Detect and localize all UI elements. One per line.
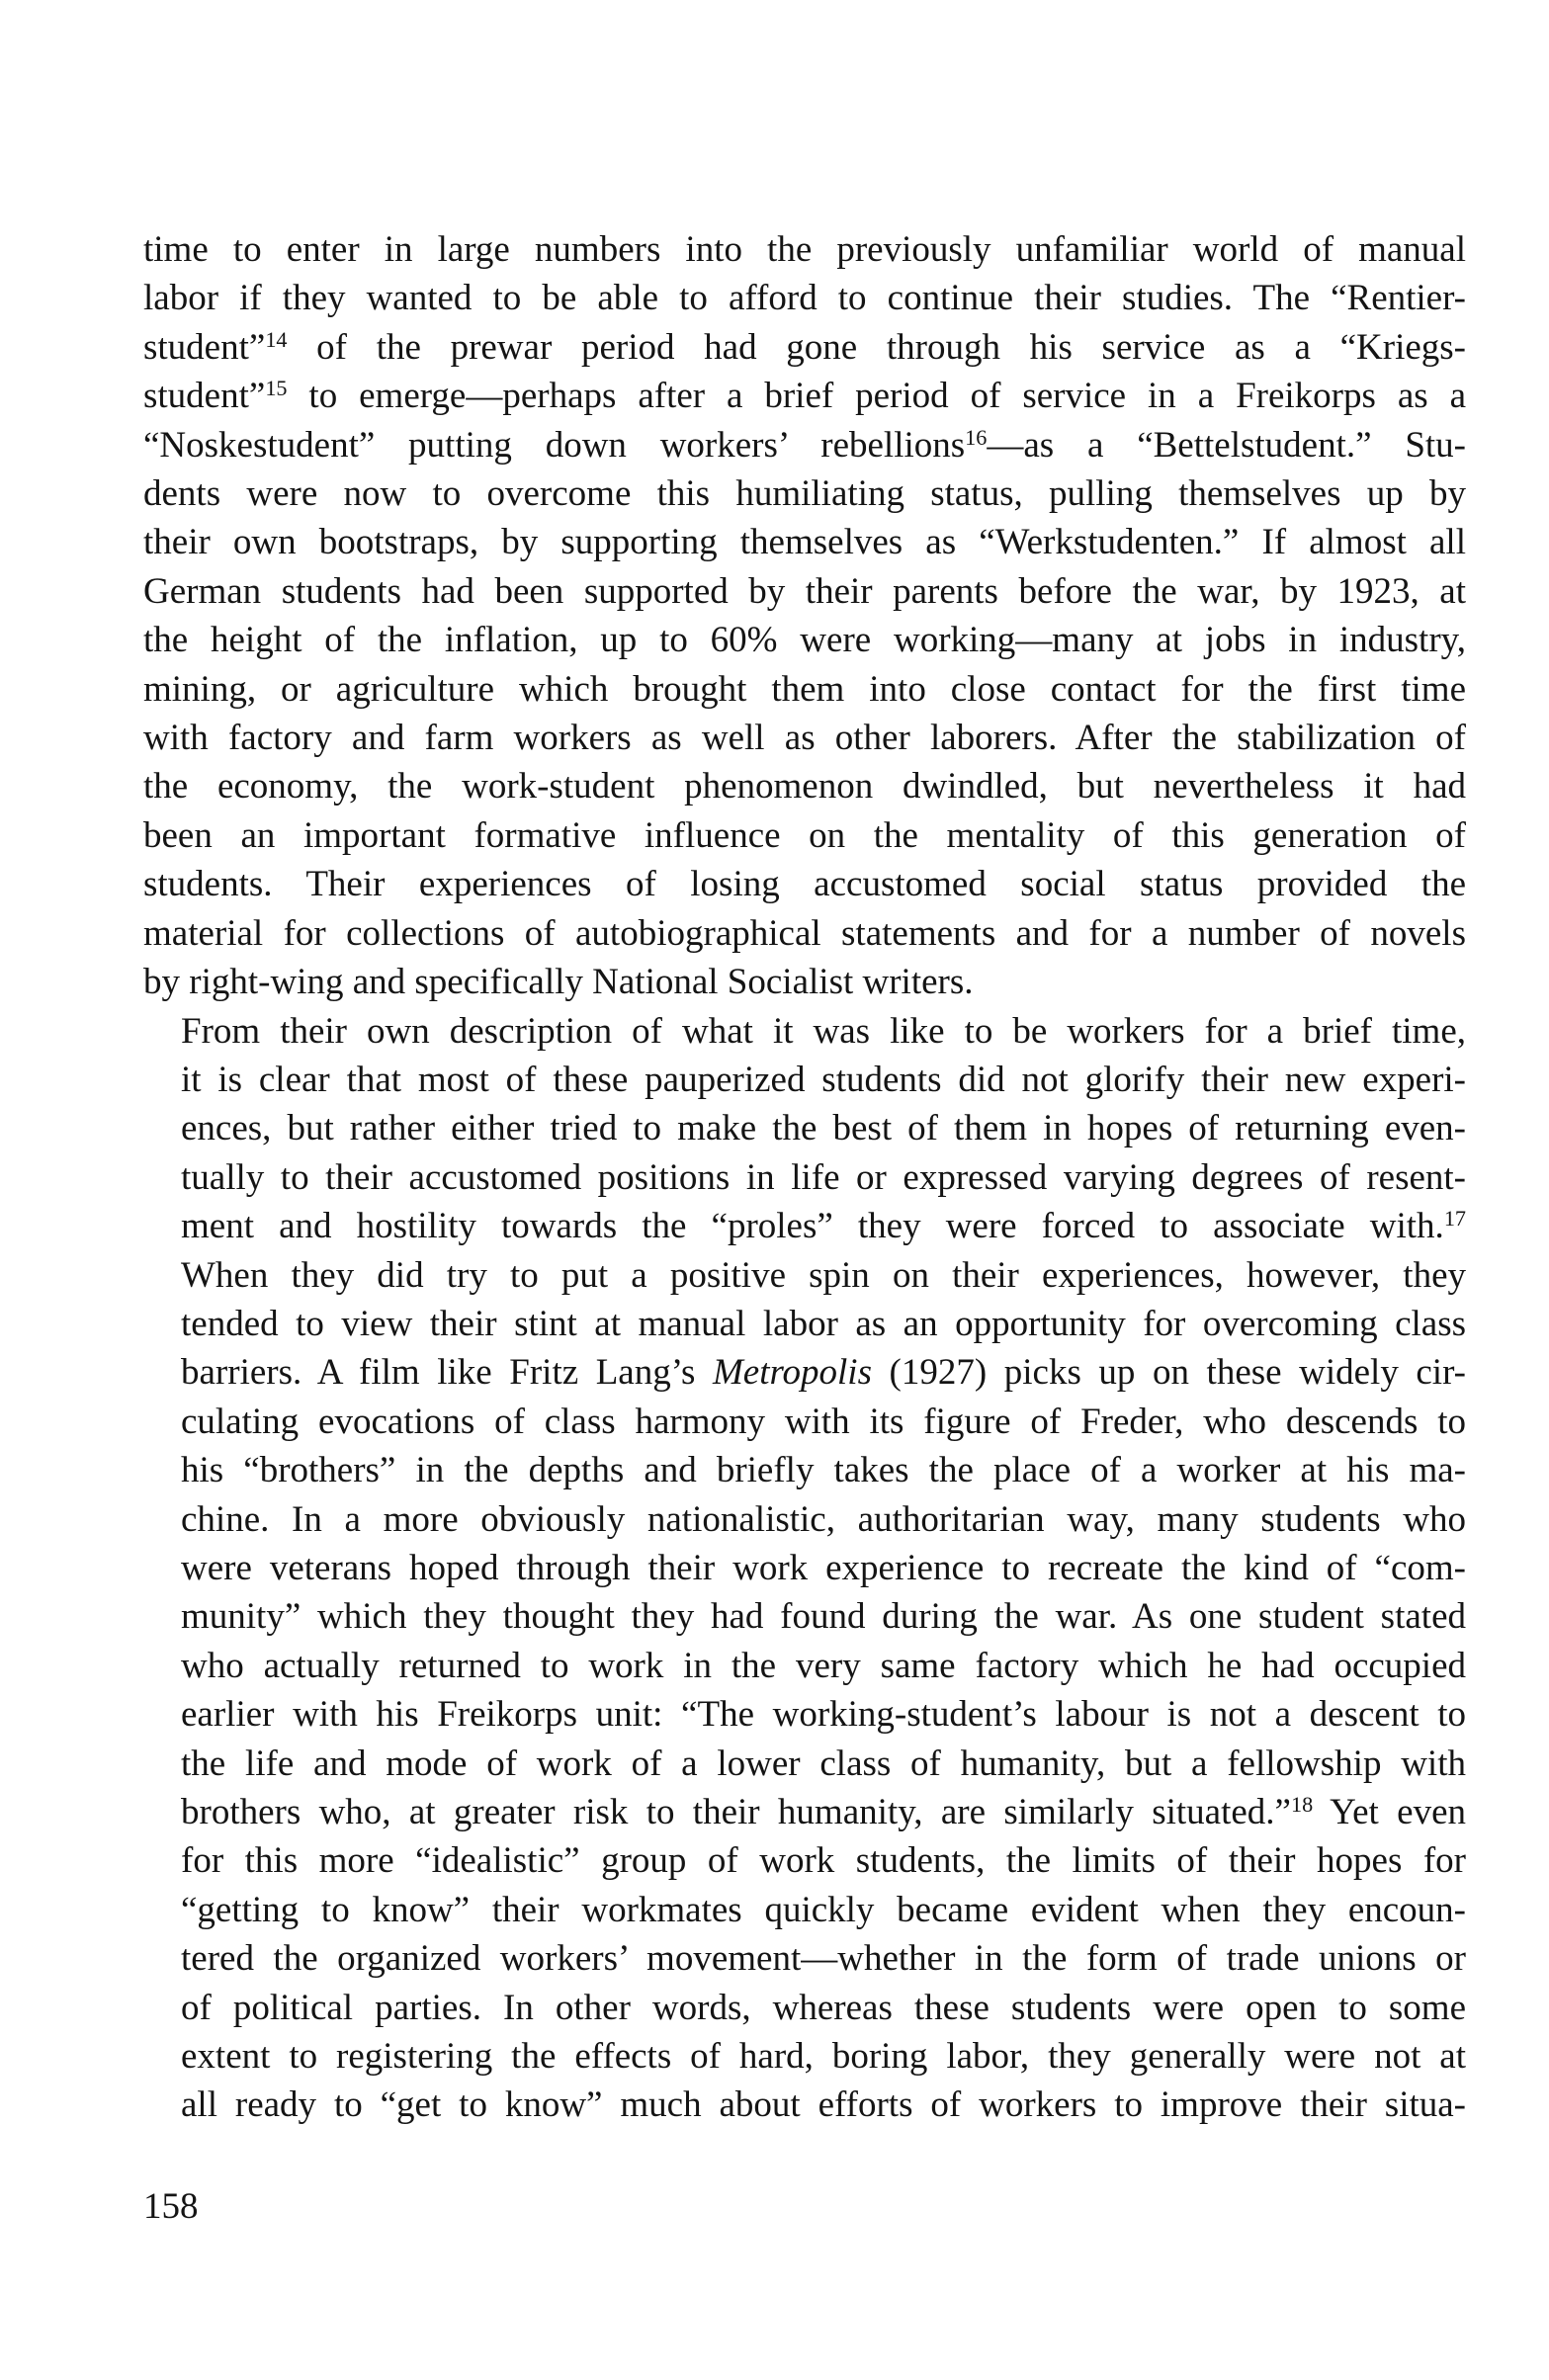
text-line (143, 665, 1466, 714)
text-line (143, 860, 1466, 908)
text-line (143, 909, 1466, 958)
text-run: (1927) picks up on these widely cir- (871, 1352, 1466, 1394)
footnote-ref: 18 (1290, 1791, 1314, 1817)
text-line (143, 372, 1466, 420)
text-line (143, 1984, 1466, 2032)
text-line (143, 323, 1466, 372)
text-line (143, 1398, 1466, 1446)
text-line (143, 1251, 1466, 1300)
text-run: dents were now to overcome this humiliating status, pulling themselves up by (143, 473, 1466, 515)
text-run: tually to their accustomed positions in life or expressed varying degrees of resent- (181, 1156, 1466, 1198)
footnote-ref: 14 (265, 326, 288, 352)
text-line (143, 958, 1466, 1006)
text-run: all ready to “get to know” much about efforts of workers to improve their situa- (181, 2084, 1466, 2126)
text-run: German students had been supported by their parents before the war, by 1923, at (143, 570, 1466, 612)
text-run: for this more “idealistic” group of work students, the limits of their hopes for (181, 1840, 1466, 1882)
text-line (143, 1348, 1466, 1397)
text-line (143, 567, 1466, 616)
text-run: —as a “Bettelstudent.” Stu- (987, 424, 1466, 466)
text-run: been an important formative influence on the mentality of this generation of (143, 814, 1466, 856)
text-run: student” (143, 376, 266, 417)
text-line (143, 1495, 1466, 1544)
text-run: brothers who, at greater risk to their humanity, are similarly situated.” (181, 1792, 1291, 1832)
text-run: Yet even (1313, 1792, 1466, 1832)
body-text (143, 225, 1466, 2130)
paragraph (143, 1007, 1466, 2130)
text-run: tended to view their stint at manual labor as an opportunity for overcoming class (181, 1303, 1466, 1344)
text-line (143, 1642, 1466, 1690)
footnote-ref: 16 (965, 424, 988, 450)
text-line (143, 1153, 1466, 1202)
text-line (143, 1934, 1466, 1983)
text-line (143, 469, 1466, 518)
text-run: of the prewar period had gone through his service as a “Kriegs- (287, 326, 1466, 368)
text-run: students. Their experiences of losing accustomed social status provided the (143, 864, 1466, 905)
text-run: ment and hostility towards the “proles” they were forced to associate with. (181, 1206, 1444, 1247)
text-line (143, 1300, 1466, 1348)
text-run: to emerge—perhaps after a brief period of service in a Freikorps as a (287, 376, 1466, 417)
text-run: munity” which they thought they had found during the war. As one student stated (181, 1596, 1466, 1638)
text-line (143, 225, 1466, 274)
text-run: tered the organized workers’ movement—whether in the form of trade unions or (181, 1938, 1466, 1980)
text-line (143, 714, 1466, 762)
italic-title: Metropolis (712, 1352, 872, 1394)
text-line (143, 1836, 1466, 1885)
text-run: time to enter in large numbers into the previously unfamiliar world of manual (143, 229, 1466, 270)
text-line (143, 1592, 1466, 1641)
text-line (143, 1544, 1466, 1592)
text-run: student” (143, 326, 266, 368)
text-line (143, 1007, 1466, 1056)
text-line (143, 274, 1466, 322)
text-run: earlier with his Freikorps unit: “The working-student’s labour is not a descent to (181, 1694, 1466, 1736)
text-run: by right-wing and specifically National Socialist writers. (143, 962, 974, 1003)
text-run: of political parties. In other words, whereas these students were open to some (181, 1987, 1466, 2028)
text-line (143, 616, 1466, 664)
text-run: with factory and farm workers as well as other laborers. After the stabilization of (143, 718, 1466, 759)
text-line (143, 1104, 1466, 1152)
text-line (143, 1056, 1466, 1104)
text-run: ences, but rather either tried to make the best of them in hopes of returning even- (181, 1108, 1466, 1149)
text-line (143, 421, 1466, 469)
text-run: material for collections of autobiographical statements and for a number of novels (143, 912, 1466, 954)
page-number: 158 (143, 2186, 199, 2227)
text-run: were veterans hoped through their work experience to recreate the kind of “com- (181, 1547, 1466, 1588)
text-run: labor if they wanted to be able to afford to continue their studies. The “Rentier- (143, 278, 1466, 319)
text-run: who actually returned to work in the very same factory which he had occupied (181, 1645, 1466, 1686)
text-run: the economy, the work-student phenomenon dwindled, but nevertheless it had (143, 766, 1466, 808)
text-line (143, 1886, 1466, 1934)
text-run: “Noskestudent” putting down workers’ rebellions (143, 424, 966, 466)
text-line (143, 1788, 1466, 1836)
text-run: their own bootstraps, by supporting themselves as “Werkstudenten.” If almost all (143, 522, 1466, 563)
text-line (143, 762, 1466, 810)
text-run: From their own description of what it was like to be workers for a brief time, (181, 1010, 1466, 1052)
text-line (143, 2032, 1466, 2081)
text-line (143, 1740, 1466, 1788)
text-run: “getting to know” their workmates quickly became evident when they encoun- (181, 1889, 1466, 1930)
text-run: chine. In a more obviously nationalistic, authoritarian way, many students who (181, 1498, 1466, 1540)
text-run: his “brothers” in the depths and briefly takes the place of a worker at his ma- (181, 1450, 1466, 1491)
text-line (143, 2081, 1466, 2129)
text-run: the height of the inflation, up to 60% were working—many at jobs in industry, (143, 620, 1466, 661)
text-run: When they did try to put a positive spin on their experiences, however, they (181, 1254, 1466, 1296)
footnote-ref: 15 (265, 376, 288, 401)
text-run: extent to registering the effects of hard, boring labor, they generally were not at (181, 2036, 1466, 2078)
text-line (143, 1202, 1466, 1250)
footnote-ref: 17 (1443, 1205, 1466, 1231)
paragraph (143, 225, 1466, 1007)
text-line (143, 518, 1466, 566)
text-line (143, 1690, 1466, 1739)
text-run: mining, or agriculture which brought them into close contact for the first time (143, 668, 1466, 710)
text-line (143, 1446, 1466, 1494)
text-run: culating evocations of class harmony with its figure of Freder, who descends to (181, 1401, 1466, 1442)
text-line (143, 811, 1466, 860)
text-run: it is clear that most of these pauperized students did not glorify their new experi- (181, 1059, 1466, 1100)
text-run: the life and mode of work of a lower class of humanity, but a fellowship with (181, 1742, 1466, 1784)
text-run: barriers. A film like Fritz Lang’s (181, 1352, 713, 1394)
